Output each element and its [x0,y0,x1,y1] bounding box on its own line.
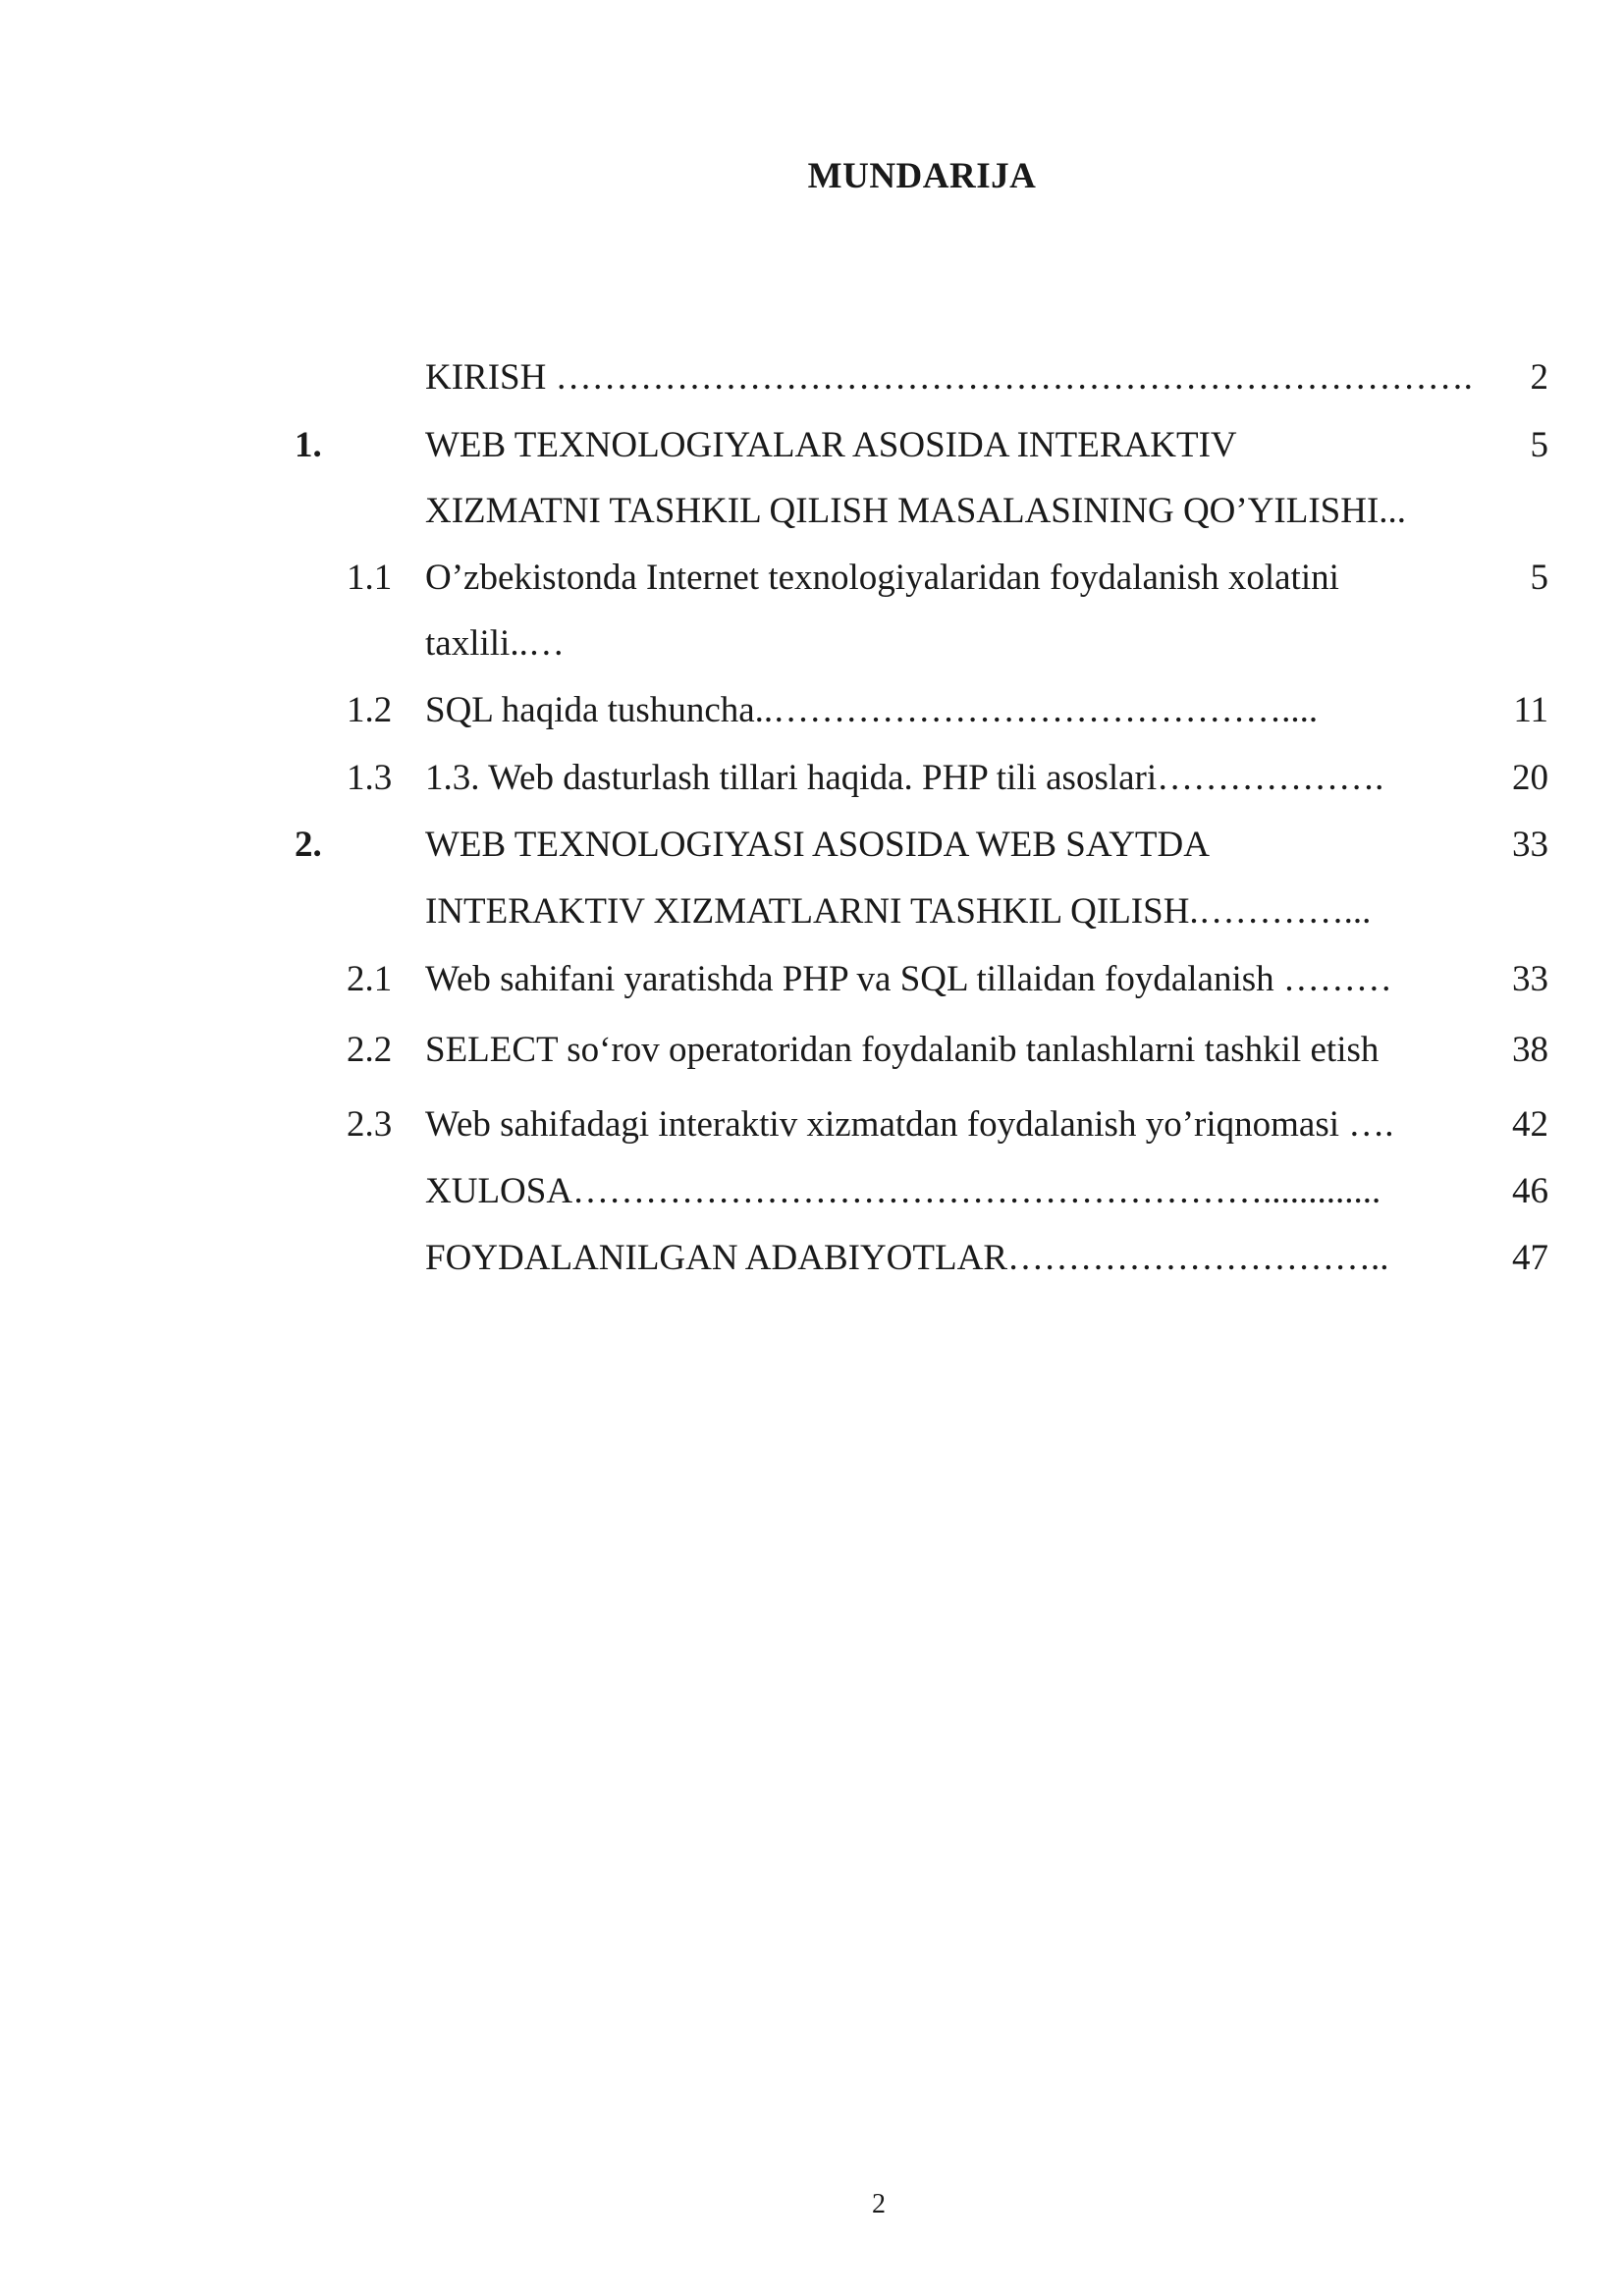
toc-entry-1-1-cont [0,614,1624,673]
toc-entry-title: FOYDALANILGAN ADABIYOTLAR………………………….. [425,1238,1389,1278]
toc-entry-2-1 [0,950,1624,1009]
toc-entry-page: 47 [1512,1238,1548,1278]
toc-entry-kirish [0,348,1624,407]
toc-entry-title: XIZMATNI TASHKIL QILISH MASALASINING QO’YILISHI... [425,491,1407,531]
toc-entry-page: 5 [1530,558,1548,598]
toc-entry-page: 38 [1512,1030,1548,1070]
toc-entry-1-2 [0,681,1624,740]
toc-entry-page: 5 [1530,425,1548,465]
toc-entry-title: WEB TEXNOLOGIYALAR ASOSIDA INTERAKTIV [425,425,1237,465]
toc-entry-page: 20 [1512,758,1548,798]
page-title: MUNDARIJA [807,156,1037,196]
toc-entry-chapter-2 [0,816,1624,875]
toc-entry-title: INTERAKTIV XIZMATLARNI TASHKIL QILISH.…………... [425,891,1372,932]
toc-entry-chapter-2-cont [0,882,1624,941]
toc-entry-chapter-1-cont [0,482,1624,541]
toc-entry-number: 1.3 [347,758,393,798]
toc-entry-number: 2.2 [347,1030,393,1070]
toc-entry-title: SELECT so‘rov operatoridan foydalanib tanlashlarni tashkil etish [425,1030,1380,1070]
toc-entry-title: Web sahifadagi interaktiv xizmatdan foydalanish yo’riqnomasi …. [425,1104,1394,1145]
toc-entry-page: 2 [1530,357,1548,398]
toc-entry-title: 1.3. Web dasturlash tillari haqida. PHP tili asoslari………………. [425,758,1384,798]
toc-entry-number: 2.3 [347,1104,393,1145]
toc-entry-title: O’zbekistonda Internet texnologiyalaridan foydalanish xolatini [425,558,1339,598]
toc-entry-title: Web sahifani yaratishda PHP va SQL tillaidan foydalanish ……… [425,959,1392,999]
toc-entry-xulosa [0,1162,1624,1221]
toc-entry-title: taxlili..… [425,623,565,664]
toc-entry-number: 1. [295,425,322,465]
toc-entry-title: SQL haqida tushuncha..…………………………………….... [425,690,1319,730]
toc-entry-adabiyotlar [0,1229,1624,1288]
toc-entry-page: 33 [1512,825,1548,865]
toc-entry-number: 1.2 [347,690,393,730]
toc-entry-1-3 [0,749,1624,808]
toc-entry-page: 33 [1512,959,1548,999]
toc-entry-chapter-1 [0,416,1624,475]
page-number: 2 [872,2189,886,2219]
toc-entry-title: KIRISH …………………………………………………………………. [425,357,1473,398]
toc-entry-page: 46 [1512,1171,1548,1211]
toc-entry-title: XULOSA…………………………………………………............. [425,1171,1381,1211]
toc-entry-number: 1.1 [347,558,393,598]
toc-entry-page: 11 [1513,690,1548,730]
toc-entry-title: WEB TEXNOLOGIYASI ASOSIDA WEB SAYTDA [425,825,1210,865]
toc-entry-1-1 [0,549,1624,608]
toc-entry-number: 2. [295,825,322,865]
toc-entry-page: 42 [1512,1104,1548,1145]
toc-entry-2-3 [0,1095,1624,1154]
toc-entry-number: 2.1 [347,959,393,999]
toc-entry-2-2 [0,1021,1624,1080]
